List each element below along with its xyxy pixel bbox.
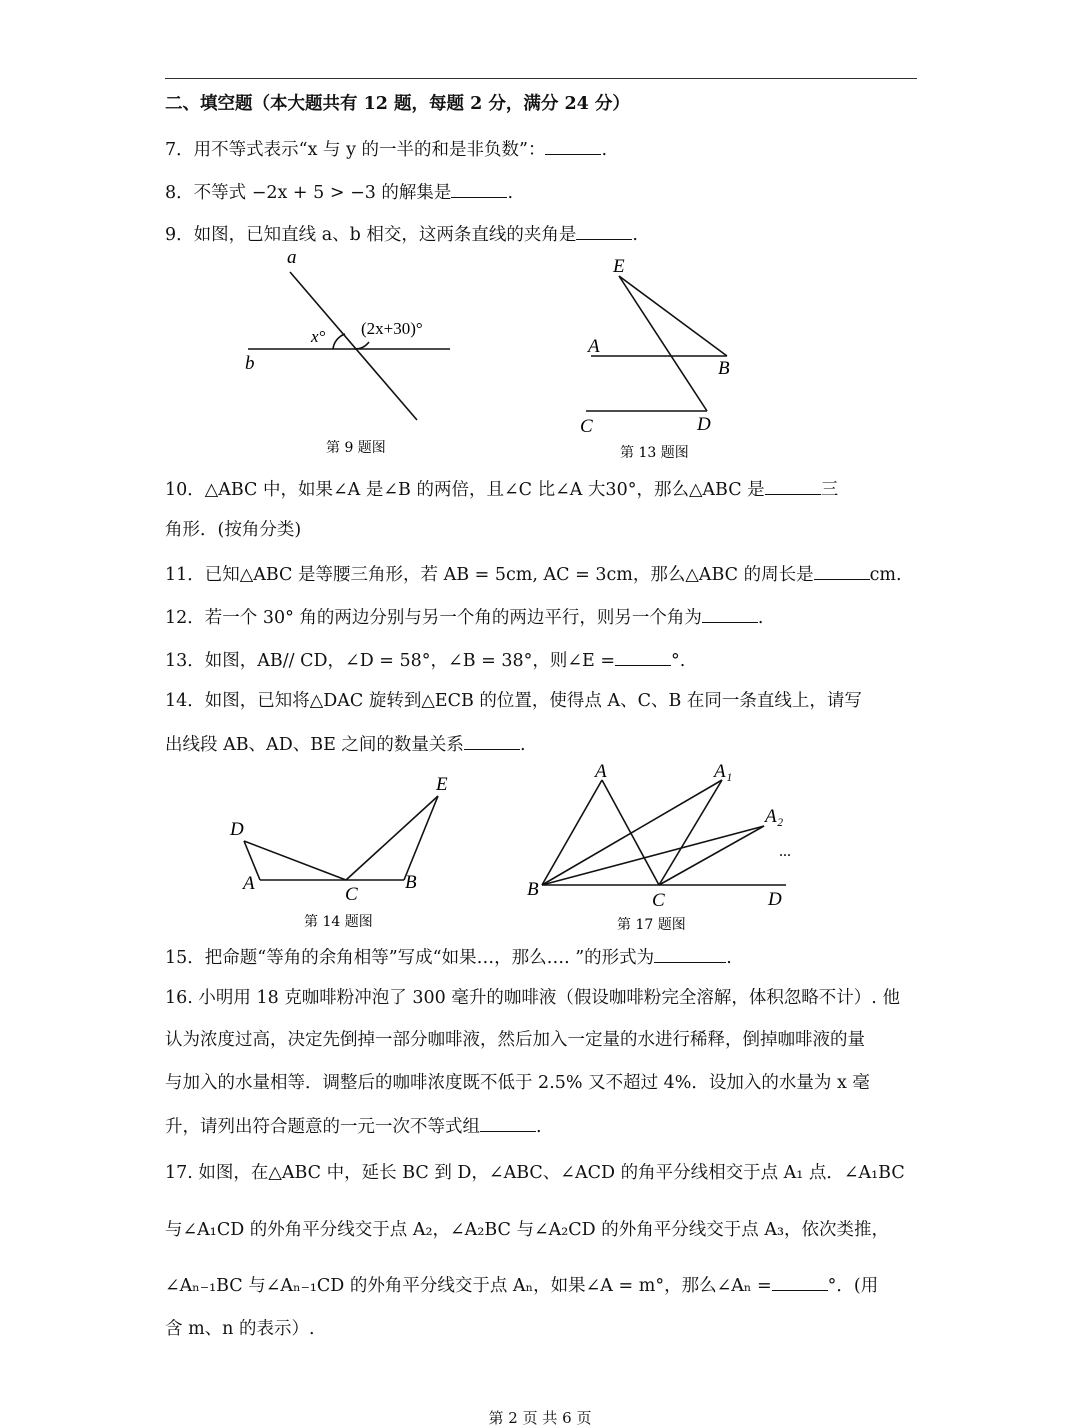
segment-BA2 — [542, 826, 764, 885]
label-b: b — [245, 353, 255, 374]
segment-CA2 — [659, 826, 764, 885]
label-A: A — [243, 873, 255, 894]
label-x: x° — [311, 327, 326, 346]
label-E: E — [436, 774, 448, 795]
label-A2: A₂ — [765, 806, 784, 827]
label-B: B — [527, 879, 539, 900]
label-E: E — [613, 256, 625, 277]
label-A: A — [595, 761, 607, 782]
label-D: D — [230, 819, 244, 840]
label-C: C — [345, 884, 358, 905]
question-14-line2: 出线段 AB、AD、BE 之间的数量关系 . — [165, 731, 526, 757]
page-footer: 第 2 页 共 6 页 — [488, 1409, 592, 1427]
answer-blank-16[interactable] — [480, 1113, 536, 1132]
question-11: 11．已知△ABC 是等腰三角形，若 AB = 5cm, AC = 3cm，那么△ABC 的周长是 cm. — [165, 561, 902, 587]
label-A1: A₁ — [714, 761, 733, 782]
question-17-line3: ∠Aₙ₋₁BC 与∠Aₙ₋₁CD 的外角平分线交于点 Aₙ，如果∠A = m°，那么∠Aₙ = °．(用 — [165, 1272, 878, 1298]
question-16: 16. 小明用 18 克咖啡粉冲泡了 300 毫升的咖啡液（假设咖啡粉完全溶解，体积忽略不计）. 他 — [165, 988, 900, 1008]
answer-blank-15[interactable] — [654, 944, 726, 963]
caption-fig17: 第 17 题图 — [617, 917, 686, 933]
section-title: 二、填空题（本大题共有 12 题，每题 2 分，满分 24 分） — [165, 94, 630, 114]
label-B: B — [718, 358, 730, 379]
question-10-line2: 角形．(按角分类) — [165, 520, 302, 540]
question-17-line2: 与∠A₁CD 的外角平分线交于点 A₂，∠A₂BC 与∠A₂CD 的外角平分线交于点 A₃，依次类推， — [165, 1220, 889, 1240]
label-A: A — [588, 336, 600, 357]
label-D: D — [697, 414, 711, 435]
segment-BA — [542, 780, 602, 885]
label-expr: (2x+30)° — [361, 319, 423, 338]
caption-fig9: 第 9 题图 — [326, 440, 386, 456]
caption-fig14: 第 14 题图 — [304, 914, 373, 930]
question-16-line2: 认为浓度过高，决定先倒掉一部分咖啡液，然后加入一定量的水进行稀释，倒掉咖啡液的量 — [165, 1030, 865, 1050]
label-a: a — [287, 247, 297, 268]
question-12: 12．若一个 30° 角的两边分别与另一个角的两边平行，则另一个角为 . — [165, 604, 764, 630]
question-9: 9．如图，已知直线 a、b 相交，这两条直线的夹角是 . — [165, 221, 638, 247]
question-14: 14．如图，已知将△DAC 旋转到△ECB 的位置，使得点 A、C、B 在同一条直线上，请写 — [165, 691, 862, 711]
question-10: 10．△ABC 中，如果∠A 是∠B 的两倍，且∠C 比∠A 大30°，那么△ABC 是 三 — [165, 476, 838, 502]
label-D: D — [768, 889, 782, 910]
question-15: 15．把命题“等角的余角相等”写成“如果…，那么…. ”的形式为 . — [165, 944, 732, 970]
question-16-line3: 与加入的水量相等．调整后的咖啡浓度既不低于 2.5% 又不超过 4%．设加入的水量为 x 毫 — [165, 1073, 870, 1093]
label-C: C — [652, 890, 665, 911]
question-16-line4: 升，请列出符合题意的一元一次不等式组 . — [165, 1113, 542, 1139]
label-C: C — [580, 416, 593, 437]
label-dots: ... — [779, 843, 791, 860]
question-17: 17. 如图，在△ABC 中，延长 BC 到 D，∠ABC、∠ACD 的角平分线相交于点 A₁ 点．∠A₁BC — [165, 1163, 905, 1183]
segment-CA1 — [659, 780, 722, 885]
segment-BA1 — [542, 780, 722, 885]
caption-fig13: 第 13 题图 — [620, 445, 689, 461]
question-13: 13．如图，AB// CD，∠D = 58°，∠B = 38°，则∠E = °. — [165, 647, 685, 673]
question-7: 7．用不等式表示“x 与 y 的一半的和是非负数”： . — [165, 136, 607, 162]
answer-blank-17[interactable] — [772, 1272, 828, 1291]
question-8: 8．不等式 −2x + 5 > −3 的解集是 . — [165, 179, 513, 205]
label-B: B — [405, 872, 417, 893]
question-17-line4: 含 m、n 的表示）. — [165, 1319, 315, 1339]
